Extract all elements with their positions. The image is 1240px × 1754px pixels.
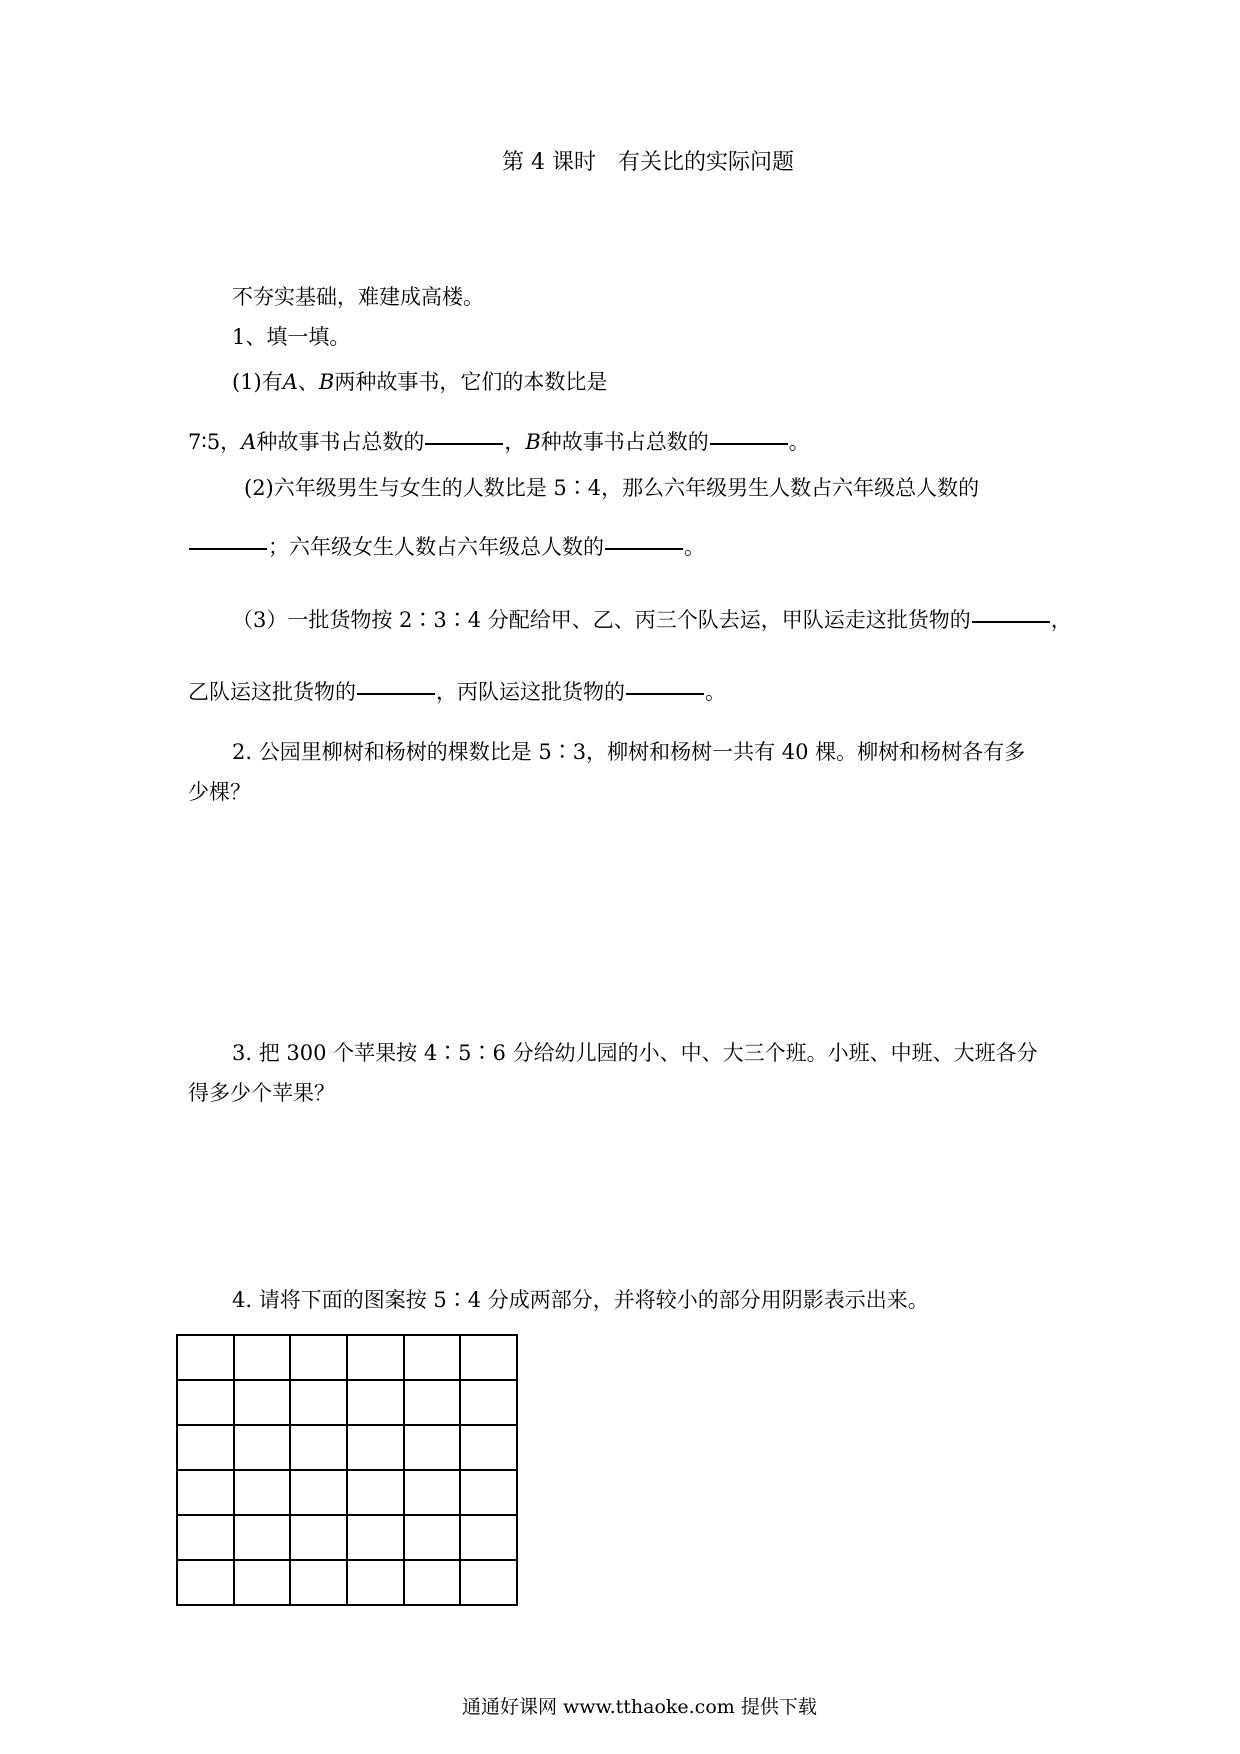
problem2-line2: 少棵？ (188, 780, 251, 804)
var-b: B (318, 370, 335, 394)
q3-text: 乙队运这批货物的 (188, 680, 356, 704)
answer-blank[interactable] (626, 693, 704, 695)
grid-cell[interactable] (405, 1426, 462, 1471)
grid-cell[interactable] (235, 1336, 292, 1381)
q1-text: 种故事书占总数的 (540, 430, 709, 454)
q1-text-post: 两种故事书，它们的本数比是 (334, 370, 608, 394)
q1-text: (1)有 (232, 370, 283, 394)
grid-cell[interactable] (461, 1381, 518, 1426)
answer-blank[interactable] (189, 548, 267, 550)
grid-cell[interactable] (461, 1426, 518, 1471)
q2-line1: (2)六年级男生与女生的人数比是 5∶4，那么六年级男生人数占六年级总人数的 (244, 476, 980, 500)
grid-cell[interactable] (178, 1381, 235, 1426)
q2-line2 (188, 537, 705, 558)
var-b: B (525, 430, 541, 454)
grid-cell[interactable] (235, 1471, 292, 1516)
q3-line1 (232, 610, 1072, 631)
problem2-line1: 2. 公园里柳树和杨树的棵数比是 5∶3，柳树和杨树一共有 40 棵。柳树和杨树各有多 (232, 740, 1026, 764)
grid-cell[interactable] (178, 1426, 235, 1471)
q3-end: 。 (705, 680, 726, 704)
grid-cell[interactable] (405, 1561, 462, 1606)
grid-cell[interactable] (348, 1471, 405, 1516)
grid-cell[interactable] (405, 1381, 462, 1426)
grid-cell[interactable] (235, 1516, 292, 1561)
footer: 通通好课网 www.tthaoke.com 提供下载 (462, 1696, 817, 1718)
var-a: A (282, 370, 298, 394)
answer-blank[interactable] (605, 548, 683, 550)
grid-cell[interactable] (178, 1516, 235, 1561)
q1-text: 种故事书占总数的 (256, 430, 425, 454)
grid-cell[interactable] (348, 1426, 405, 1471)
grid-cell[interactable] (461, 1561, 518, 1606)
grid-cell[interactable] (235, 1426, 292, 1471)
problem3-line2: 得多少个苹果？ (188, 1081, 335, 1105)
page-title: 第 4 课时 有关比的实际问题 (502, 150, 794, 175)
answer-blank[interactable] (710, 443, 788, 445)
grid-cell[interactable] (235, 1561, 292, 1606)
section1-heading: 1、填一填。 (232, 325, 351, 349)
answer-blank[interactable] (357, 693, 435, 695)
grid-cell[interactable] (178, 1336, 235, 1381)
q1-line1 (232, 372, 607, 393)
grid-cell[interactable] (405, 1471, 462, 1516)
q1-sep: ， (504, 430, 526, 454)
q1-line2 (188, 432, 810, 453)
grid-cell[interactable] (291, 1516, 348, 1561)
grid-cell[interactable] (461, 1516, 518, 1561)
grid-cell[interactable] (291, 1471, 348, 1516)
answer-blank[interactable] (425, 443, 503, 445)
grid-cell[interactable] (461, 1336, 518, 1381)
grid-cell[interactable] (348, 1336, 405, 1381)
motto: 不夯实基础，难建成高楼。 (232, 285, 484, 309)
grid-cell[interactable] (291, 1336, 348, 1381)
q3-line2 (188, 682, 726, 703)
grid-cell[interactable] (178, 1471, 235, 1516)
grid-cell[interactable] (291, 1426, 348, 1471)
q3-sep: ， (1050, 608, 1072, 632)
q2-end: 。 (684, 535, 705, 559)
grid-cell[interactable] (291, 1381, 348, 1426)
q1-sep: 、 (297, 370, 319, 394)
q3-text: ，丙队运这批货物的 (436, 680, 625, 704)
problem3-line1: 3. 把 300 个苹果按 4∶5∶6 分给幼儿园的小、中、大三个班。小班、中班、大班各分 (232, 1041, 1038, 1065)
grid-cell[interactable] (291, 1561, 348, 1606)
grid-cell[interactable] (348, 1381, 405, 1426)
grid-cell[interactable] (348, 1561, 405, 1606)
grid-cell[interactable] (405, 1336, 462, 1381)
var-a: A (241, 430, 257, 454)
grid-cell[interactable] (405, 1516, 462, 1561)
q1-end: 。 (788, 430, 810, 454)
pattern-grid (176, 1334, 518, 1606)
q3-text: （3）一批货物按 2∶3∶4 分配给甲、乙、丙三个队去运，甲队运走这批货物的 (232, 608, 971, 632)
grid-cell[interactable] (178, 1561, 235, 1606)
grid-cell[interactable] (235, 1381, 292, 1426)
q2-text: ；六年级女生人数占六年级总人数的 (268, 535, 604, 559)
q1-ratio: 7∶5， (188, 430, 242, 454)
grid-cell[interactable] (348, 1516, 405, 1561)
problem4-line1: 4. 请将下面的图案按 5∶4 分成两部分，并将较小的部分用阴影表示出来。 (232, 1288, 929, 1312)
grid-cell[interactable] (461, 1471, 518, 1516)
answer-blank[interactable] (972, 621, 1050, 623)
